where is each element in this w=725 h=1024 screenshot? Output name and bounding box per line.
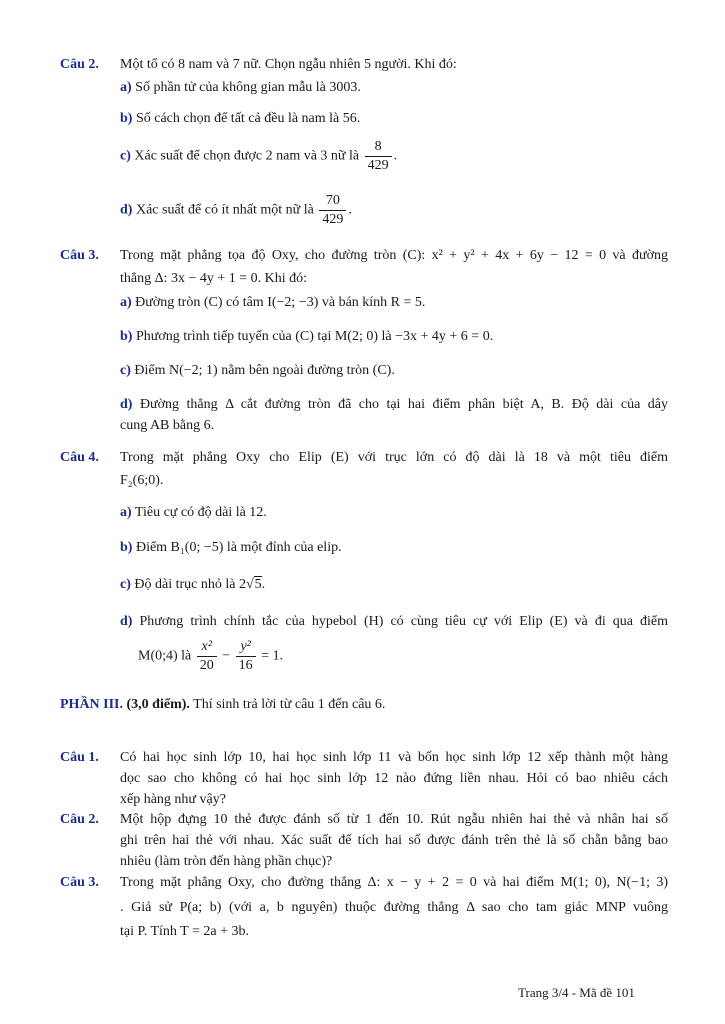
option-d (120, 614, 668, 630)
fraction (197, 638, 217, 675)
sqrt-sign: √ (245, 577, 254, 592)
question-line: tại P. Tính T = 2a + 3b. (120, 924, 249, 939)
option-key: a) (120, 505, 132, 520)
option-b (120, 111, 360, 127)
option-key: b) (120, 329, 133, 344)
numerator: 8 (365, 138, 392, 157)
option-text: Phương trình chính tắc của hypebol (H) có cùng tiêu cự với Elip (E) và đi qua điểm (139, 614, 669, 629)
numerator: 70 (319, 192, 346, 211)
punct: . (261, 577, 266, 592)
option-a (120, 295, 425, 311)
question-label: Câu 2. (60, 812, 99, 827)
option-b (120, 540, 342, 556)
question-stem-cont: thẳng Δ: 3x − 4y + 1 = 0. Khi đó: (120, 271, 308, 286)
section-heading (60, 697, 385, 713)
fraction (365, 138, 392, 175)
denominator: 20 (199, 658, 214, 673)
option-text: Số phần tử của không gian mẫu là 3003. (135, 80, 361, 95)
denominator: 429 (367, 158, 389, 173)
numerator: x² (197, 638, 217, 657)
option-d-cont: cung AB bằng 6. (120, 418, 215, 433)
option-key: b) (120, 111, 133, 126)
question-label: Câu 2. (60, 57, 99, 72)
section-title: PHẦN III. (60, 697, 124, 712)
numerator: y² (236, 638, 256, 657)
question-label: Câu 4. (60, 450, 99, 465)
question-stem: Trong mặt phẳng Oxy cho Elip (E) với trục lớn có độ dài là 18 và một tiêu điểm (120, 450, 668, 465)
section-points: (3,0 điểm). (126, 697, 190, 712)
option-key: c) (120, 363, 131, 378)
question-line: xếp hàng như vậy? (120, 792, 226, 807)
option-text: Độ dài trục nhỏ là 2 (134, 577, 246, 592)
question-line: Có hai học sinh lớp 10, hai học sinh lớp 11 và bốn học sinh lớp 12 xếp thành một hàng (120, 750, 668, 765)
question-line: nhiêu (làm tròn đến hàng phần chục)? (120, 854, 333, 869)
denominator: 429 (322, 212, 344, 227)
option-text: Phương trình tiếp tuyến của (C) tại M(2; 0) là −3x + 4y + 6 = 0. (135, 329, 494, 344)
question-label: Câu 3. (60, 248, 99, 263)
equation-prefix: M(0;4) là (138, 648, 192, 664)
question-stem: Trong mặt phẳng tọa độ Oxy, cho đường tròn (C): x² + y² + 4x + 6y − 12 = 0 và đường (120, 248, 668, 263)
option-text: Điểm N(−2; 1) nằm bên ngoài đường tròn (C). (134, 363, 395, 378)
question-line: dọc sao cho không có hai học sinh lớp 12 nào đứng liền nhau. Hỏi có bao nhiêu cách (120, 771, 668, 786)
question-line: . Giả sử P(a; b) (với a, b nguyên) thuộc đường thẳng Δ sao cho tam giác MNP vuông (120, 900, 668, 915)
question-line: Một hộp đựng 10 thẻ được đánh số từ 1 đến 10. Rút ngẫu nhiên hai thẻ và nhân hai số (120, 812, 668, 827)
option-key: a) (120, 80, 132, 95)
option-c (120, 363, 395, 379)
denominator: 16 (238, 658, 253, 673)
option-text: Tiêu cự có độ dài là 12. (134, 505, 267, 520)
radicand: 5 (254, 577, 262, 592)
minus-sign: − (222, 648, 231, 664)
option-key: b) (120, 540, 133, 555)
option-text: Đường thẳng Δ cắt đường tròn đã cho tại hai điểm phân biệt A, B. Độ dài của dây (139, 397, 669, 412)
option-d (120, 397, 668, 413)
option-text: Đường tròn (C) có tâm I(−2; −3) và bán kính R = 5. (135, 295, 426, 310)
option-text: Điểm B₁(0; −5) là một đỉnh của elip. (135, 540, 342, 555)
question-stem: Một tổ có 8 nam và 7 nữ. Chọn ngẫu nhiên 5 người. Khi đó: (120, 57, 457, 72)
option-key: d) (120, 202, 133, 218)
option-c (120, 138, 397, 175)
option-d-equation (138, 638, 283, 675)
option-key: d) (120, 397, 133, 412)
option-d (120, 192, 352, 229)
option-key: c) (120, 148, 131, 164)
punct: . (393, 148, 398, 164)
question-line: Trong mặt phẳng Oxy, cho đường thẳng Δ: x − y + 2 = 0 và hai điểm M(1; 0), N(−1; 3) (120, 875, 668, 890)
option-c (120, 577, 265, 593)
equation-end: = 1. (261, 648, 284, 664)
fraction (319, 192, 346, 229)
question-label: Câu 3. (60, 875, 99, 890)
page-footer: Trang 3/4 - Mã đề 101 (518, 985, 635, 1000)
option-text: Số cách chọn để tất cả đều là nam là 56. (135, 111, 361, 126)
fraction (236, 638, 256, 675)
option-key: a) (120, 295, 132, 310)
question-label: Câu 1. (60, 750, 99, 765)
option-key: c) (120, 577, 131, 592)
option-b (120, 329, 493, 345)
option-text: Xác suất để chọn được 2 nam và 3 nữ là (134, 148, 360, 164)
option-text: Xác suất để có ít nhất một nữ là (135, 202, 314, 218)
punct: . (348, 202, 352, 218)
option-a (120, 505, 267, 521)
section-instructions: Thí sinh trả lời từ câu 1 đến câu 6. (193, 697, 386, 712)
option-key: d) (120, 614, 133, 629)
question-line: ghi trên hai thẻ với nhau. Xác suất để tích hai số được đánh trên thẻ là số chẵn bằng bao (120, 833, 668, 848)
question-stem-cont: F₂(6;0). (120, 473, 164, 488)
option-a (120, 80, 361, 96)
